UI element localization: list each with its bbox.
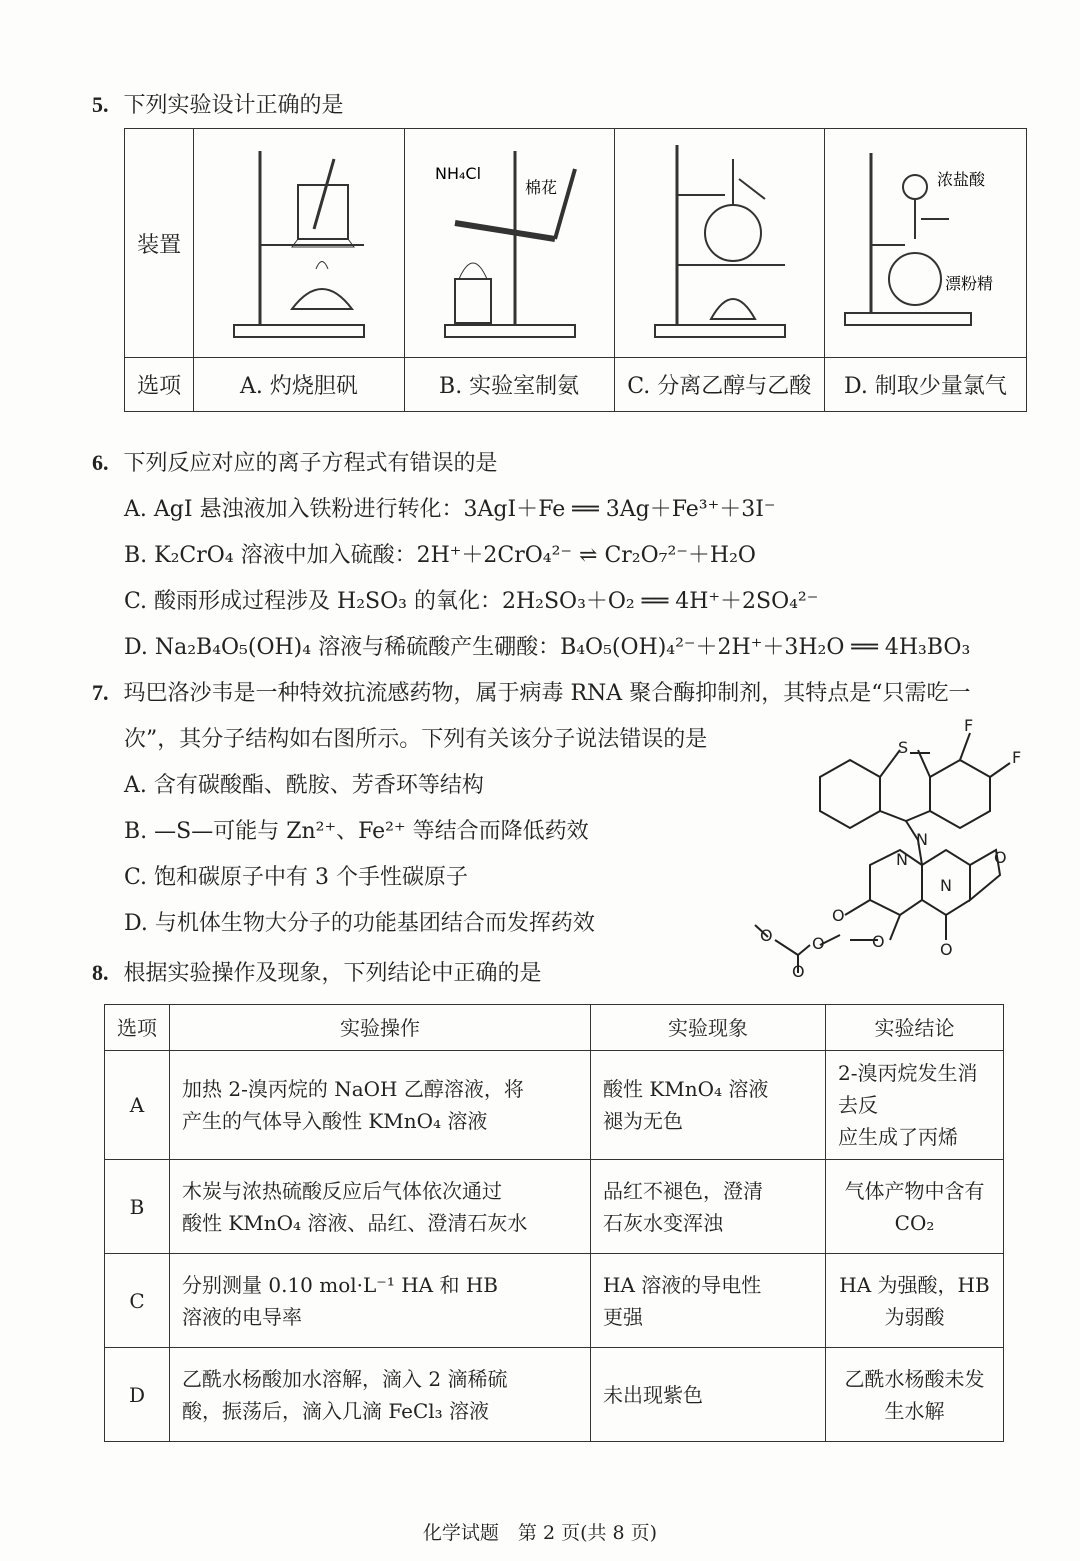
atom-o-carb2: O <box>792 962 805 981</box>
apparatus-b <box>404 129 614 358</box>
atom-o-me: O <box>812 934 825 953</box>
table-row <box>105 1051 1004 1160</box>
row-a-co-line1: 2-溴丙烷发生消去反 <box>838 1061 978 1117</box>
atom-n2: N <box>896 850 908 869</box>
row-d-operation <box>170 1348 591 1442</box>
q5-apparatus-table <box>124 128 1027 412</box>
row-b-conclusion: 气体产物中含有 CO₂ <box>826 1160 1004 1254</box>
atom-o-keto2: O <box>940 940 953 959</box>
row-a-op-line1: 加热 2-溴丙烷的 NaOH 乙醇溶液，将 <box>182 1077 524 1101</box>
q6-title <box>92 446 498 477</box>
row-c-op-line1: 分别测量 0.10 mol·L⁻¹ HA 和 HB <box>182 1272 498 1297</box>
q7-option-a: A. 含有碳酸酯、酰胺、芳香环等结构 <box>124 773 484 798</box>
apparatus-d-drawing <box>825 129 1025 353</box>
b-cotton-label: 棉花 <box>524 178 557 197</box>
row-c-ph-line2: 更强 <box>603 1304 643 1329</box>
q5-option-d: D. 制取少量氯气 <box>824 358 1026 412</box>
atom-o-ether: O <box>872 932 885 951</box>
q5-option-a: A. 灼烧胆矾 <box>194 358 404 412</box>
q7-stem-line1: 玛巴洛沙韦是一种特效抗流感药物，属于病毒 RNA 聚合酶抑制剂，其特点是“只需吃一 <box>123 681 971 706</box>
table-row <box>105 1348 1004 1442</box>
apparatus-c-drawing <box>615 129 823 353</box>
b-reagent-label: NH₄Cl <box>434 164 481 183</box>
atom-o-keto1: O <box>832 906 845 925</box>
q5-option-b: B. 实验室制氨 <box>404 358 614 412</box>
row-b-op-line1: 木炭与浓热硫酸反应后气体依次通过 <box>182 1178 502 1203</box>
q5-title <box>92 88 344 119</box>
row-a-ph-line1: 酸性 KMnO₄ 溶液 <box>603 1077 769 1101</box>
q8-header-phenomenon: 实验现象 <box>591 1005 826 1051</box>
row-a-operation <box>170 1051 591 1160</box>
q8-stem: 根据实验操作及现象，下列结论中正确的是 <box>123 961 542 986</box>
q7-molecular-structure <box>750 715 1040 985</box>
row-a-option: A <box>105 1051 170 1160</box>
q6-option-d: D. Na₂B₄O₅(OH)₄ 溶液与稀硫酸产生硼酸：B₄O₅(OH)₄²⁻＋2H⁺＋3H₂O ══ 4H₃BO₃ <box>124 635 971 660</box>
row-b-ph-line2: 石灰水变浑浊 <box>603 1210 723 1235</box>
apparatus-a <box>194 129 404 358</box>
table-row <box>105 1160 1004 1254</box>
row-c-option: C <box>105 1254 170 1348</box>
q6-option-a: A. AgI 悬浊液加入铁粉进行转化：3AgI＋Fe ══ 3Ag＋Fe³⁺＋3I⁻ <box>124 497 776 522</box>
d-solid-label: 漂粉精 <box>944 274 993 293</box>
row-b-op-line2: 酸性 KMnO₄ 溶液、品红、澄清石灰水 <box>182 1210 528 1235</box>
q7-stem-line2: 次”，其分子结构如右图所示。下列有关该分子说法错误的是 <box>124 727 708 752</box>
row-b-ph-line1: 品红不褪色，澄清 <box>603 1178 763 1203</box>
q6-option-c: C. 酸雨形成过程涉及 H₂SO₃ 的氧化：2H₂SO₃＋O₂ ══ 4H⁺＋2SO₄²⁻ <box>124 589 819 614</box>
row-d-option: D <box>105 1348 170 1442</box>
q7-option-b: B. —S—可能与 Zn²⁺、Fe²⁺ 等结合而降低药效 <box>124 819 589 844</box>
apparatus-a-drawing <box>194 129 402 353</box>
row-a-conclusion <box>826 1051 1004 1160</box>
row-a-co-line2: 应生成了丙烯 <box>838 1125 958 1149</box>
q7-title <box>92 676 970 707</box>
apparatus-c <box>614 129 824 358</box>
row-d-op-line2: 酸，振荡后，滴入几滴 FeCl₃ 溶液 <box>182 1398 490 1423</box>
row-d-conclusion: 乙酰水杨酸未发生水解 <box>826 1348 1004 1442</box>
atom-n1: N <box>916 830 928 849</box>
q6-option-b: B. K₂CrO₄ 溶液中加入硫酸：2H⁺＋2CrO₄²⁻ ⇌ Cr₂O₇²⁻＋H₂O <box>124 543 756 568</box>
row-c-ph-line1: HA 溶液的导电性 <box>603 1272 762 1297</box>
q7-number: 7. <box>92 680 109 705</box>
q8-number: 8. <box>92 960 109 985</box>
q5-option-c: C. 分离乙醇与乙酸 <box>614 358 824 412</box>
row-a-phenomenon <box>591 1051 826 1160</box>
row-c-op-line2: 溶液的电导率 <box>182 1304 302 1329</box>
q8-header-option: 选项 <box>105 1005 170 1051</box>
row-b-operation <box>170 1160 591 1254</box>
apparatus-d <box>824 129 1026 358</box>
q6-number: 6. <box>92 450 109 475</box>
row-d-op-line1: 乙酰水杨酸加水溶解，滴入 2 滴稀硫 <box>182 1366 508 1391</box>
atom-n3: N <box>940 876 952 895</box>
table-row <box>105 1254 1004 1348</box>
page-footer: 化学试题 第 2 页(共 8 页) <box>422 1522 658 1544</box>
row-b-option: B <box>105 1160 170 1254</box>
apparatus-row-label: 装置 <box>125 129 194 358</box>
q7-option-c: C. 饱和碳原子中有 3 个手性碳原子 <box>124 865 469 890</box>
row-c-operation <box>170 1254 591 1348</box>
row-c-phenomenon <box>591 1254 826 1348</box>
atom-o-carb1: O <box>760 926 773 945</box>
q8-header-conclusion: 实验结论 <box>826 1005 1004 1051</box>
row-b-phenomenon <box>591 1160 826 1254</box>
q5-number: 5. <box>92 92 109 117</box>
q8-table <box>104 1004 1004 1442</box>
apparatus-b-drawing <box>405 129 613 353</box>
row-c-conclusion: HA 为强酸，HB 为弱酸 <box>826 1254 1004 1348</box>
atom-o-ring: O <box>994 848 1007 867</box>
row-d-phenomenon: 未出现紫色 <box>591 1348 826 1442</box>
q7-option-d: D. 与机体生物大分子的功能基团结合而发挥药效 <box>124 911 595 936</box>
d-acid-label: 浓盐酸 <box>936 170 985 189</box>
row-a-op-line2: 产生的气体导入酸性 KMnO₄ 溶液 <box>182 1109 488 1133</box>
q6-stem: 下列反应对应的离子方程式有错误的是 <box>123 451 498 476</box>
q8-title <box>92 956 542 987</box>
q8-header-operation: 实验操作 <box>170 1005 591 1051</box>
q5-stem: 下列实验设计正确的是 <box>123 93 344 118</box>
atom-s: S <box>898 738 909 757</box>
row-a-ph-line2: 褪为无色 <box>603 1109 683 1133</box>
atom-f2: F <box>1012 748 1022 767</box>
atom-f1: F <box>964 716 974 735</box>
option-row-label: 选项 <box>125 358 194 412</box>
